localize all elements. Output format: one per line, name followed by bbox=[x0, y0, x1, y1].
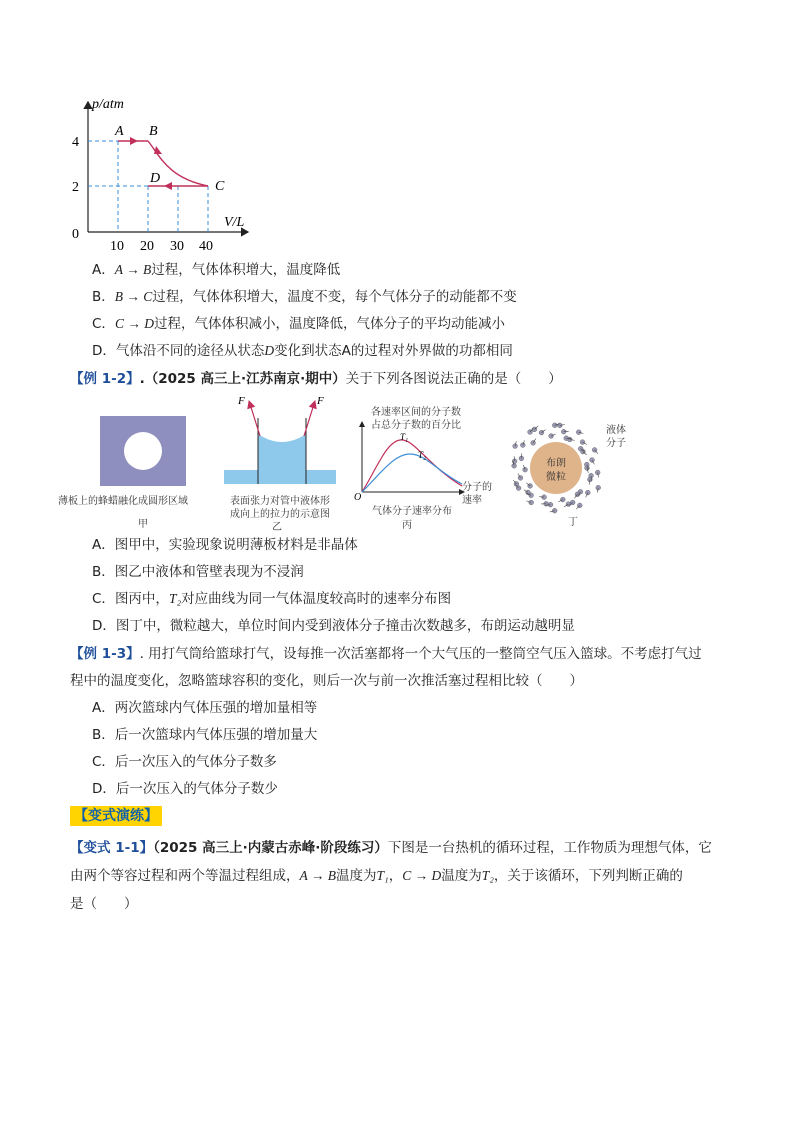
option-letter: D． bbox=[92, 781, 116, 797]
option-text: 后一次压入的气体分子数多 bbox=[114, 754, 277, 770]
liquid-molecule bbox=[523, 467, 528, 472]
q2-option-d[interactable] bbox=[92, 617, 575, 635]
option-text: 过程，气体体积增大，温度降低 bbox=[151, 262, 341, 278]
example-tag: 【例 1-2】 bbox=[70, 371, 140, 387]
example-source: .（2025 高三上·江苏南京·期中） bbox=[139, 371, 346, 387]
option-text: 两次篮球内气体压强的增加量相等 bbox=[114, 700, 318, 716]
temp-label-1: 温度为 bbox=[336, 868, 377, 884]
bing-label: 丙 bbox=[402, 520, 412, 531]
comma: ， bbox=[388, 868, 403, 884]
curve-t2 bbox=[362, 454, 462, 492]
process-symbol: C → D bbox=[114, 316, 154, 331]
option-text: 过程，气体体积减小，温度降低，气体分子的平均动能减小 bbox=[153, 316, 505, 332]
q3-option-c[interactable] bbox=[92, 753, 277, 771]
figure-jia-caption: 薄板上的蜂蜡融化成圆形区域 bbox=[58, 496, 188, 507]
y-tick-2: 2 bbox=[72, 180, 79, 195]
option-text: 对应曲线为同一气体温度较高时的速率分布图 bbox=[181, 591, 452, 607]
liquid-molecule bbox=[578, 446, 583, 451]
example-question: 关于下列各图说法正确的是（ ） bbox=[345, 371, 562, 387]
process-symbol: B → C bbox=[114, 289, 153, 304]
q2-option-a[interactable] bbox=[92, 536, 358, 554]
option-letter: C． bbox=[92, 316, 115, 332]
q3-option-a[interactable] bbox=[92, 699, 317, 717]
example-1-3-line-2: 程中的温度变化，忽略篮球容积的变化，则后一次与前一次推活塞过程相比较（ ） bbox=[70, 673, 583, 689]
example-tag: 【例 1-3】 bbox=[70, 646, 140, 662]
process-ab: A → B bbox=[299, 868, 336, 883]
option-letter: D． bbox=[92, 343, 116, 359]
process-cd: C → D bbox=[402, 868, 442, 883]
figure-yi-caption-2: 成向上的拉力的示意图 bbox=[230, 509, 330, 520]
liquid-molecule bbox=[552, 423, 557, 428]
figure-yi-caption-1: 表面张力对管中液体形 bbox=[230, 496, 330, 507]
curve-t2-label: T₂ bbox=[418, 450, 427, 460]
temp-t1: T₁ bbox=[376, 868, 389, 883]
liquid-molecule bbox=[560, 497, 565, 502]
force-label-right: F bbox=[317, 395, 324, 407]
liquid-molecule bbox=[513, 444, 518, 449]
temp-t2: T₂ bbox=[481, 868, 494, 883]
x-tick-40: 40 bbox=[199, 239, 213, 250]
curve-t1 bbox=[362, 440, 462, 492]
q2-option-b[interactable] bbox=[92, 563, 304, 581]
point-c-label: C bbox=[215, 179, 225, 194]
variant-tag: 【变式 1-1】 bbox=[70, 840, 154, 856]
particle-label-1: 布朗 bbox=[546, 458, 566, 469]
state-symbol: D bbox=[264, 343, 275, 358]
liquid-column bbox=[258, 434, 306, 470]
origin-label: 0 bbox=[72, 227, 79, 242]
liquid-molecule bbox=[566, 502, 571, 507]
x-axis-label: V/L bbox=[224, 215, 245, 230]
liquid-label-2: 分子 bbox=[606, 438, 626, 449]
temp-label-2: 温度为 bbox=[441, 868, 482, 884]
liquid-trough bbox=[224, 470, 336, 484]
ding-label: 丁 bbox=[568, 517, 578, 528]
figure-jia bbox=[58, 412, 218, 530]
example-1-2-heading bbox=[70, 370, 562, 388]
option-letter: A． bbox=[92, 262, 115, 278]
variant-1-1-line-3: 是（ ） bbox=[70, 896, 138, 912]
melted-circle bbox=[124, 432, 162, 470]
variant-text-rest: ，关于该循环，下列判断正确的 bbox=[493, 868, 683, 884]
x-tick-10: 10 bbox=[110, 239, 124, 250]
option-letter: A． bbox=[92, 700, 115, 716]
option-letter: B． bbox=[92, 727, 115, 743]
bing-x-label-2: 速率 bbox=[462, 495, 482, 506]
variant-practice-banner: 【变式演练】 bbox=[70, 806, 162, 826]
option-text: 后一次压入的气体分子数少 bbox=[115, 781, 278, 797]
bing-origin: O bbox=[354, 492, 362, 503]
wax-plate bbox=[100, 416, 186, 486]
option-text: 图丁中，微粒越大，单位时间内受到液体分子撞击次数越多，布朗运动越明显 bbox=[115, 618, 575, 634]
option-text: 图甲中，实验现象说明薄板材料是非晶体 bbox=[114, 537, 358, 553]
q1-option-b[interactable] bbox=[92, 288, 517, 306]
arrow-a-b bbox=[130, 137, 138, 145]
option-text: 图乙中液体和管壁表现为不浸润 bbox=[114, 564, 304, 580]
point-b-label: B bbox=[149, 124, 158, 139]
temperature-symbol: T₂ bbox=[168, 591, 182, 606]
option-letter: A． bbox=[92, 537, 115, 553]
option-text: 气体沿不同的途径从状态 bbox=[115, 343, 265, 359]
option-text: 后一次篮球内气体压强的增加量大 bbox=[114, 727, 318, 743]
liquid-molecule bbox=[539, 430, 544, 435]
liquid-molecule bbox=[578, 489, 583, 494]
figure-jia-label: 甲 bbox=[138, 519, 148, 530]
process-symbol: A → B bbox=[114, 262, 152, 277]
liquid-molecule bbox=[585, 490, 590, 495]
variant-1-1-line-1 bbox=[70, 839, 712, 857]
option-letter: C． bbox=[92, 591, 115, 607]
point-d-label: D bbox=[150, 171, 161, 186]
y-tick-4: 4 bbox=[72, 135, 79, 150]
liquid-molecule bbox=[576, 430, 581, 435]
bing-x-label-1: 分子的 bbox=[462, 482, 492, 493]
q1-option-a[interactable] bbox=[92, 261, 340, 279]
arrow-b-c bbox=[154, 146, 162, 154]
option-text: 过程，气体体积增大，温度不变，每个气体分子的动能都不变 bbox=[152, 289, 517, 305]
x-tick-20: 20 bbox=[140, 239, 154, 250]
option-letter: B． bbox=[92, 564, 115, 580]
q3-option-b[interactable] bbox=[92, 726, 317, 744]
q2-option-c[interactable] bbox=[92, 590, 451, 608]
variant-1-1-line-2 bbox=[70, 867, 683, 885]
bing-y-label-2: 占总分子数的百分比 bbox=[371, 420, 461, 431]
example-1-3-line-1 bbox=[70, 645, 702, 663]
x-tick-30: 30 bbox=[170, 239, 184, 250]
bing-caption: 气体分子速率分布 bbox=[372, 506, 452, 517]
option-text-rest: 变化到状态A的过程对外界做的功都相同 bbox=[274, 343, 513, 359]
option-prefix: 图丙中， bbox=[114, 591, 169, 607]
example-text: . 用打气筒给篮球打气，设每推一次活塞都将一个大气压的一整筒空气压入篮球。不考虑打气过 bbox=[139, 646, 702, 662]
curve-t1-label: T₁ bbox=[400, 432, 409, 442]
figure-yi-label: 乙 bbox=[272, 522, 282, 533]
q1-option-d[interactable] bbox=[92, 342, 513, 360]
option-letter: B． bbox=[92, 289, 115, 305]
variant-text: 由两个等容过程和两个等温过程组成， bbox=[70, 868, 300, 884]
point-a-label: A bbox=[115, 124, 124, 139]
option-letter: C． bbox=[92, 754, 115, 770]
liquid-label-1: 液体 bbox=[606, 425, 626, 436]
arrow-c-d bbox=[164, 182, 172, 190]
pv-graph bbox=[60, 90, 260, 250]
particle-label-2: 微粒 bbox=[546, 472, 566, 483]
liquid-molecule bbox=[531, 441, 536, 446]
force-label-left: F bbox=[238, 395, 245, 407]
y-axis-label: p/atm bbox=[92, 97, 124, 112]
variant-source: （2025 高三上·内蒙古赤峰·阶段练习） bbox=[153, 840, 388, 856]
variant-text: 下图是一台热机的循环过程，工作物质为理想气体，它 bbox=[387, 840, 712, 856]
q3-option-d[interactable] bbox=[92, 780, 278, 798]
option-letter: D． bbox=[92, 618, 116, 634]
q1-option-c[interactable] bbox=[92, 315, 505, 333]
bing-y-label-1: 各速率区间的分子数 bbox=[371, 407, 461, 418]
liquid-molecule bbox=[549, 434, 554, 439]
